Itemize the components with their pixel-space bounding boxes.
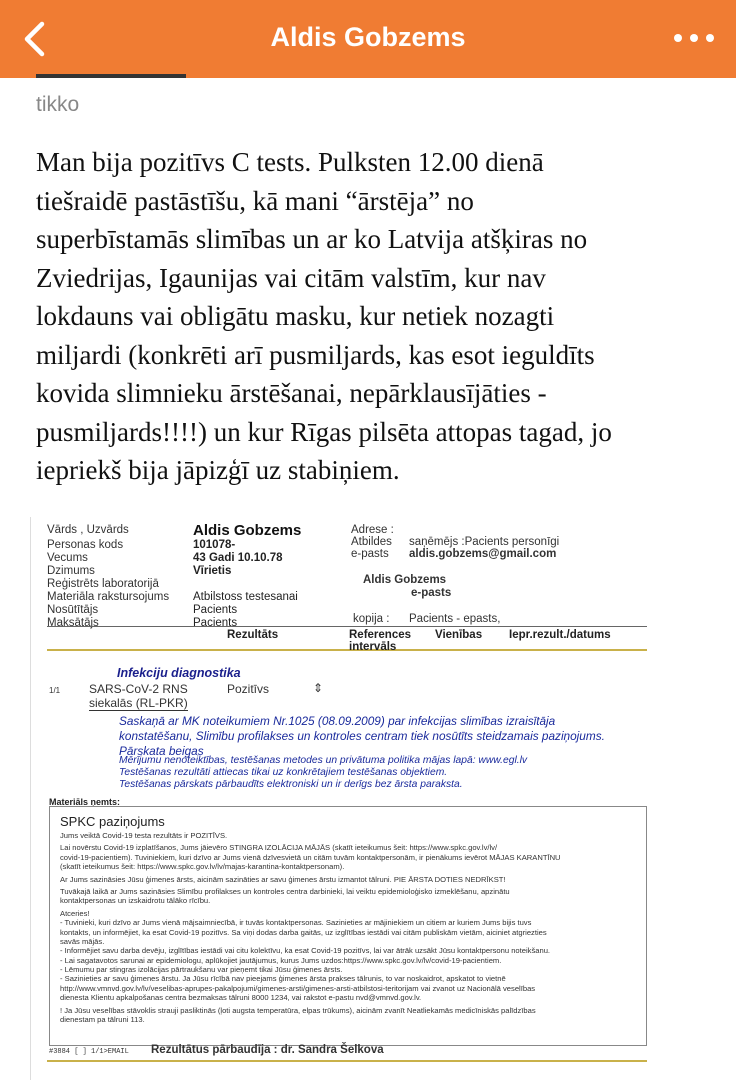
spkc-line: Ar Jums sazināsies Jūsu ģimenes ārsts, aicinām sazināties ar savu ģimenes ārstu izmantot tālruni. PIE ĀRSTA DOTIES NEDRĪKST! (60, 874, 506, 884)
address-label: Adrese : (351, 524, 394, 536)
more-horizontal-icon[interactable] (672, 26, 716, 50)
spkc-line: dienesta Klientu apkalpošanas centra bezmaksas tālruni 8000 1234, vai rakstot e-pastu nvd@vmnvd.gov.lv. (60, 993, 422, 1003)
spkc-line: - Lai sagatavotos sarunai ar epidemiologu, aplūkojiet jautājumus, kurus Jums uzdos:https://www.spkc.gov.lv/lv/covid-19-pacientiem. (60, 955, 502, 965)
note-line: Testēšanas rezultāti attiecas tikai uz konkrētajiem testēšanas objektiem. (119, 767, 448, 778)
results-table-header (47, 626, 647, 651)
post-line: Zviedrijas, Igaunijas vai citām valstīm, kur nav (36, 262, 546, 293)
note-line: Mērījumu nenoteiktības, testēšanas metodes un privātuma politika mājas lapā: www.egl.lv (119, 755, 528, 766)
spkc-title: SPKC paziņojums (60, 814, 165, 829)
field-label: Reģistrēts laboratorijā (47, 578, 159, 590)
material-taken-label: Materiāls ņemts: (49, 797, 121, 807)
spkc-line: Atceries! (60, 908, 90, 918)
post-line: pusmiljards!!!!) un kur Rīgas pilsēta attopas tagad, jo (36, 416, 612, 447)
email-label: e-pasts (351, 548, 389, 560)
spkc-line: - Sazinieties ar savu ģimenes ārstu. Ja Jūsu rīcībā nav pieejams ģimenes ārsta prakses tālrunis, to var noskaidrot, apskatot to vietnē (60, 974, 506, 984)
page-title: Aldis Gobzems (270, 22, 466, 52)
spkc-text (60, 831, 640, 1024)
post-timestamp: tikko (36, 93, 80, 116)
abnormal-flag-icon: ⇕ (313, 681, 324, 695)
patient-gender: Vīrietis (193, 565, 232, 577)
material-value: Atbilstoss testesanai (193, 591, 298, 603)
spkc-line: dienestam pa tālruni 113. (60, 1015, 145, 1025)
column-header: Iepr.rezult./datums (509, 629, 611, 641)
section-title: Infekciju diagnostika (117, 666, 241, 680)
reply-label: Atbildes (351, 536, 392, 548)
patient-name: Aldis Gobzems (193, 522, 302, 539)
post-line: tiešraidē pastāstīšu, kā mani “ārstēja” no (36, 185, 474, 216)
post-line: miljardi (konkrēti arī pusmiljards, kas esot ieguldīts (36, 339, 595, 370)
field-label: Dzimums (47, 565, 95, 577)
email-value: aldis.gobzems@gmail.com (409, 548, 557, 560)
post-line: kovida slimnieku ārstēšanai, nepārklausījāties - (36, 378, 547, 408)
field-label: Vecums (47, 552, 88, 564)
spkc-line: kontakts, un informējiet, ka esat Covid-19 pozitīvs. Sa viņi dodas darba gaitās, uz izglītības iestādi vai citām publiskām vietām, aiciniet atgriezties (60, 927, 547, 937)
test-result: Pozitīvs (227, 682, 270, 696)
spkc-line: - Lēmumu par stingras izolācijas pārtraukšanu var pieņemt tikai Jūsu ģimenes ārsts. (60, 965, 343, 975)
post-line: Man bija pozitīvs C tests. Pulksten 12.00 dienā (36, 147, 544, 177)
post-body (36, 143, 706, 490)
copy-value: Pacients - epasts, (409, 613, 501, 625)
test-sample: siekalās (RL-PKR) (89, 696, 188, 710)
notice-line: Pārskata beigas (119, 744, 204, 758)
spkc-line: ! Ja Jūsu veselības stāvoklis strauji pasliktinās (ļoti augsta temperatūra, elpas trūkums), aicinām zvanīt Neatliekamās medicīniskās palīdzības (60, 1005, 536, 1015)
post-line: superbīstamās slimības un ar ko Latvija atšķiras no (36, 224, 588, 254)
spkc-line: - Informējiet savu darba devēju, izglītības iestādi vai citu kolektīvu, ka esat Covid-19 pozitīvs, lai var ātrāk uzsākt Jūsu kontaktpersonu noteikšanu. (60, 946, 551, 956)
field-label: Materiāla rakstursojums (47, 591, 170, 603)
spkc-notice-box (49, 806, 647, 1046)
recipient-name: Aldis Gobzems (363, 574, 447, 586)
spkc-line: Lai novērstu Covid-19 izplatīšanos, Jums jāievēro STINGRA IZOLĀCIJA MĀJĀS (skatīt ieteikumus šeit: https://www.spkc.gov.lv/lv/ (60, 843, 498, 853)
footer-code: #3884 [ ] 1/1>EMAIL (49, 1048, 129, 1056)
column-header: Vienības (435, 629, 483, 641)
spkc-line: savās mājās. (60, 936, 105, 946)
field-label: Personas kods (47, 539, 124, 551)
spkc-line: covid-19-pacientiem). Tuviniekiem, kuri dzīvo ar Jums vienā dzīvesvietā un citām tuvām kontaktpersonām, ir pienākums ievērot MĀJAS KARANTĪNU (60, 852, 561, 862)
sender-value: Pacients (193, 604, 238, 616)
spkc-line: Jums veiktā Covid-19 testa rezultāts ir POZITĪVS. (60, 831, 228, 840)
reply-value: saņēmējs :Pacients personīgi (409, 536, 560, 548)
post-line: lokdauns vai obligātu masku, kur netiek nozagti (36, 301, 555, 331)
post-line: iepriekš bija jāpizģī uz stabiņiem. (36, 455, 400, 485)
column-header: References intervāls (349, 629, 412, 653)
field-label: Nosūtītājs (47, 604, 99, 616)
payer-value: Pacients (193, 617, 238, 629)
report-footer (47, 1044, 647, 1062)
notice-line: konstatēšanu, Slimību profilakses un kontroles centram tiek nosūtīts steidzamais paziņojums. (119, 729, 605, 743)
field-label: Vārds , Uzvārds (47, 524, 129, 536)
patient-age: 43 Gadi 10.10.78 (193, 552, 283, 564)
spkc-line: - Tuvinieki, kuri dzīvo ar Jums vienā mājsaimniecībā, ir tuvās kontaktpersonas. Sazinieties ar mājiniekiem un citiem ar kuriem Jums bijis tuvs (60, 918, 532, 928)
notice-line: Saskaņā ar MK noteikumiem Nr.1025 (08.09.2009) par infekcijas slimības izraisītāja (119, 714, 556, 728)
row-index: 1/1 (49, 686, 61, 695)
spkc-line: (skatīt ieteikumus šeit: https://www.spkc.gov.lv/lv/majas-karantina-kontaktpersonam). (60, 862, 345, 872)
personal-code: 101078- (193, 539, 236, 551)
lab-report-image[interactable] (30, 517, 707, 1080)
test-name: SARS-CoV-2 RNS (89, 682, 188, 696)
spkc-line: http://www.vmnvd.gov.lv/lv/veselibas-aprupes-pakalpojumi/gimenes-arsti/gimenes-arsti-atbilstosi-teritorijam vai zvanot uz Nacionālā veselības (60, 983, 536, 993)
footer-verified: Rezultātus pārbaudīja : dr. Sandra Šelkova (151, 1044, 384, 1056)
spkc-line: kontaktpersonas un izskaidrotu tālāko rīcību. (60, 896, 211, 906)
spkc-line: Tuvākajā laikā ar Jums sazināsies Slimību profilakses un kontroles centra darbinieki, lai veiktu epidemioloģisko izmeklēšanu, apzinātu (60, 886, 510, 896)
field-label: Maksātājs (47, 617, 99, 629)
top-app-bar (0, 0, 736, 78)
note-line: Testēšanas pārskats pārbaudīts elektroniski un ir derīgs bez ārsta paraksta. (119, 779, 463, 790)
copy-label: kopija : (353, 613, 390, 625)
recipient-channel: e-pasts (411, 587, 452, 599)
column-header: Rezultāts (227, 629, 279, 641)
cut-off-text (36, 70, 186, 78)
